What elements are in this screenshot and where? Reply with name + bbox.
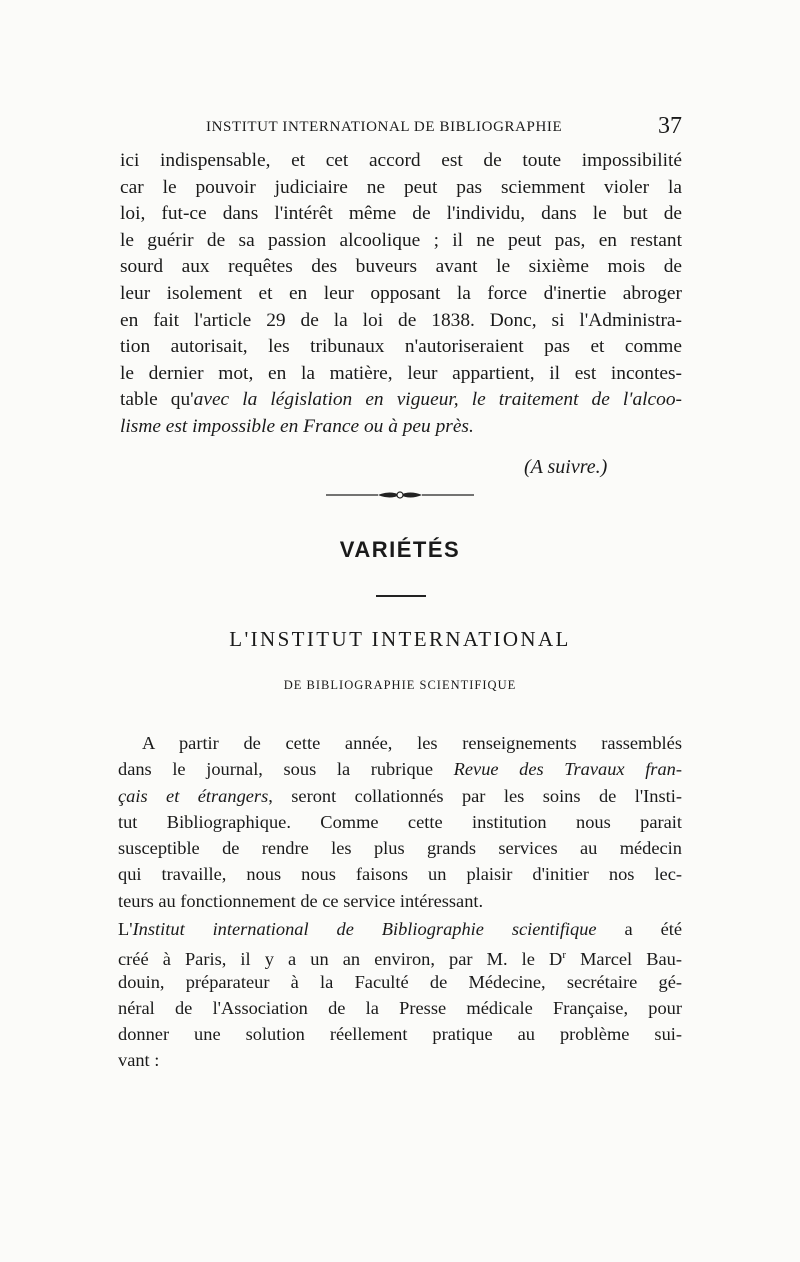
text-plain: Marcel Bau- [565, 949, 682, 970]
text-italic: avec la législation en vigueur, le traitement de l'alcoo- [193, 389, 682, 411]
text-line: loi, fut-ce dans l'intérêt même de l'individu, dans le but de [120, 203, 682, 225]
to-be-continued: (A suivre.) [524, 456, 608, 478]
text-line: ici indispensable, et cet accord est de toute impossibilité [120, 150, 682, 171]
text-line: qui travaille, nous nous faisons un plaisir d'initier nos lec- [118, 864, 682, 885]
text-line [118, 916, 682, 942]
text-line: le guérir de sa passion alcoolique ; il ne peut pas, en restant [120, 229, 682, 251]
article-subtitle: DE BIBLIOGRAPHIE SCIENTIFIQUE [283, 678, 517, 692]
text-line [120, 414, 682, 441]
section-rule [376, 595, 426, 597]
text-plain: L' [118, 919, 133, 939]
text-line: donner une solution réellement pratique au problème sui- [118, 1024, 682, 1045]
continuation-paragraph [120, 148, 682, 441]
running-title: INSTITUT INTERNATIONAL DE BIBLIOGRAPHIE [206, 119, 563, 135]
text-line [118, 730, 682, 756]
article-title: L'INSTITUT INTERNATIONAL [229, 627, 571, 651]
text-italic: lisme est impossible en France ou à peu près. [120, 415, 474, 437]
superscript: r [562, 949, 566, 962]
text-line: en fait l'article 29 de la loi de 1838. Donc, si l'Administra- [120, 309, 682, 331]
article-paragraph-1 [118, 730, 682, 914]
text-line: douin, préparateur à la Faculté de Médecine, secrétaire gé- [118, 971, 682, 992]
text-line: tion autorisait, les tribunaux n'autoriseraient pas et comme [120, 336, 682, 358]
text-line: teurs au fonctionnement de ce service intéressant. [118, 890, 484, 911]
text-line: car le pouvoir judiciaire ne peut pas sciemment violer la [120, 176, 682, 198]
text-italic: çais et étrangers [118, 785, 269, 806]
article-paragraph-2 [118, 916, 682, 1074]
text-plain: créé à Paris, il y a un an environ, par M. le D [118, 949, 563, 970]
text-line: le dernier mot, en la matière, leur appartient, il est incontes- [120, 362, 682, 384]
section-title: VARIÉTÉS [339, 537, 461, 562]
text-line: sourd aux requêtes des buveurs avant le sixième mois de [120, 256, 682, 278]
text-line: leur isolement et en leur opposant la force d'inertie abroger [120, 282, 682, 304]
text-line [120, 387, 682, 414]
text-plain: table qu' [120, 389, 194, 411]
ornament-divider [326, 489, 474, 501]
text-plain: A partir de cette année, les renseignements rassemblés [142, 733, 682, 753]
text-line: tut Bibliographique. Comme cette institution nous parait [118, 811, 682, 832]
text-line [118, 783, 682, 809]
page-header [110, 113, 686, 143]
text-line [118, 756, 682, 782]
text-italic: Revue des Travaux fran- [453, 759, 682, 780]
text-plain: , seront collationnés par les soins de l'Insti- [268, 785, 682, 806]
text-plain: a été [596, 919, 683, 939]
text-line: néral de l'Association de la Presse médicale Française, pour [118, 997, 682, 1018]
text-plain: dans le journal, sous la rubrique [118, 759, 454, 780]
text-line [118, 942, 682, 968]
text-italic: Institut international de Bibliographie scientifique [132, 919, 597, 939]
page-number: 37 [658, 113, 682, 139]
text-line: susceptible de rendre les plus grands services au médecin [118, 838, 682, 859]
text-line: vant : [118, 1050, 160, 1071]
